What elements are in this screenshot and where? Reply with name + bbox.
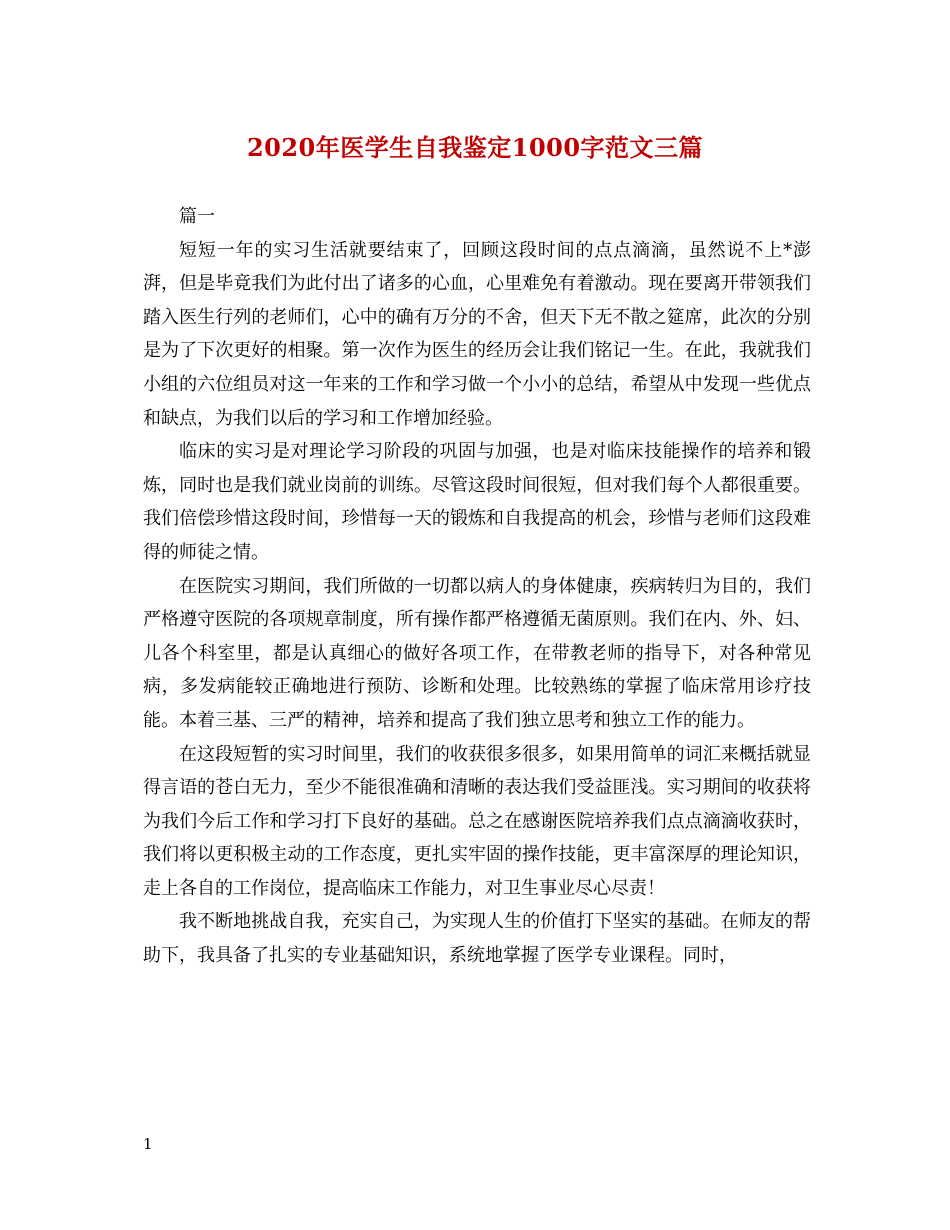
section-heading: 篇一 — [179, 206, 215, 227]
paragraph-2: 临床的实习是对理论学习阶段的巩固与加强，也是对临床技能操作的培养和锻炼，同时也是我们就业岗前的训练。尽管这段时间很短，但对我们每个人都很重要。我们倍偿珍惜这段时间，珍惜每一天的锻炼和自我提高的机会，珍惜与老师们这段难得的师徒之情。 — [143, 441, 811, 563]
document-title: 2020年医学生自我鉴定1000字范文三篇 — [246, 133, 704, 162]
paragraph-3: 在医院实习期间，我们所做的一切都以病人的身体健康，疾病转归为目的，我们严格遵守医院的各项规章制度，所有操作都严格遵循无菌原则。我们在内、外、妇、儿各个科室里，都是认真细心的做好各项工作，在带教老师的指导下，对各种常见病，多发病能较正确地进行预防、诊断和处理。比较熟练的掌握了临床常用诊疗技能。本着三基、三严的精神，培养和提高了我们独立思考和独立工作的能力。 — [143, 575, 811, 731]
document-body — [143, 200, 811, 973]
paragraph-1: 短短一年的实习生活就要结束了，回顾这段时间的点点滴滴，虽然说不上*澎湃，但是毕竟我们为此付出了诸多的心血，心里难免有着激动。现在要离开带领我们踏入医生行列的老师们，心中的确有万分的不舍，但天下无不散之筵席，此次的分别是为了下次更好的相聚。第一次作为医生的经历会让我们铭记一生。在此，我就我们小组的六位组员对这一年来的工作和学习做一个小小的总结，希望从中发现一些优点和缺点，为我们以后的学习和工作增加经验。 — [143, 239, 811, 429]
page-number: 1 — [143, 1135, 153, 1153]
paragraph-5: 我不断地挑战自我，充实自己，为实现人生的价值打下坚实的基础。在师友的帮助下，我具备了扎实的专业基础知识，系统地掌握了医学专业课程。同时， — [143, 911, 811, 967]
paragraph-4: 在这段短暂的实习时间里，我们的收获很多很多，如果用简单的词汇来概括就显得言语的苍白无力，至少不能很准确和清晰的表达我们受益匪浅。实习期间的收获将为我们今后工作和学习打下良好的基础。总之在感谢医院培养我们点点滴滴收获时，我们将以更积极主动的工作态度，更扎实牢固的操作技能，更丰富深厚的理论知识，走上各自的工作岗位，提高临床工作能力，对卫生事业尽心尽责！ — [143, 743, 811, 899]
